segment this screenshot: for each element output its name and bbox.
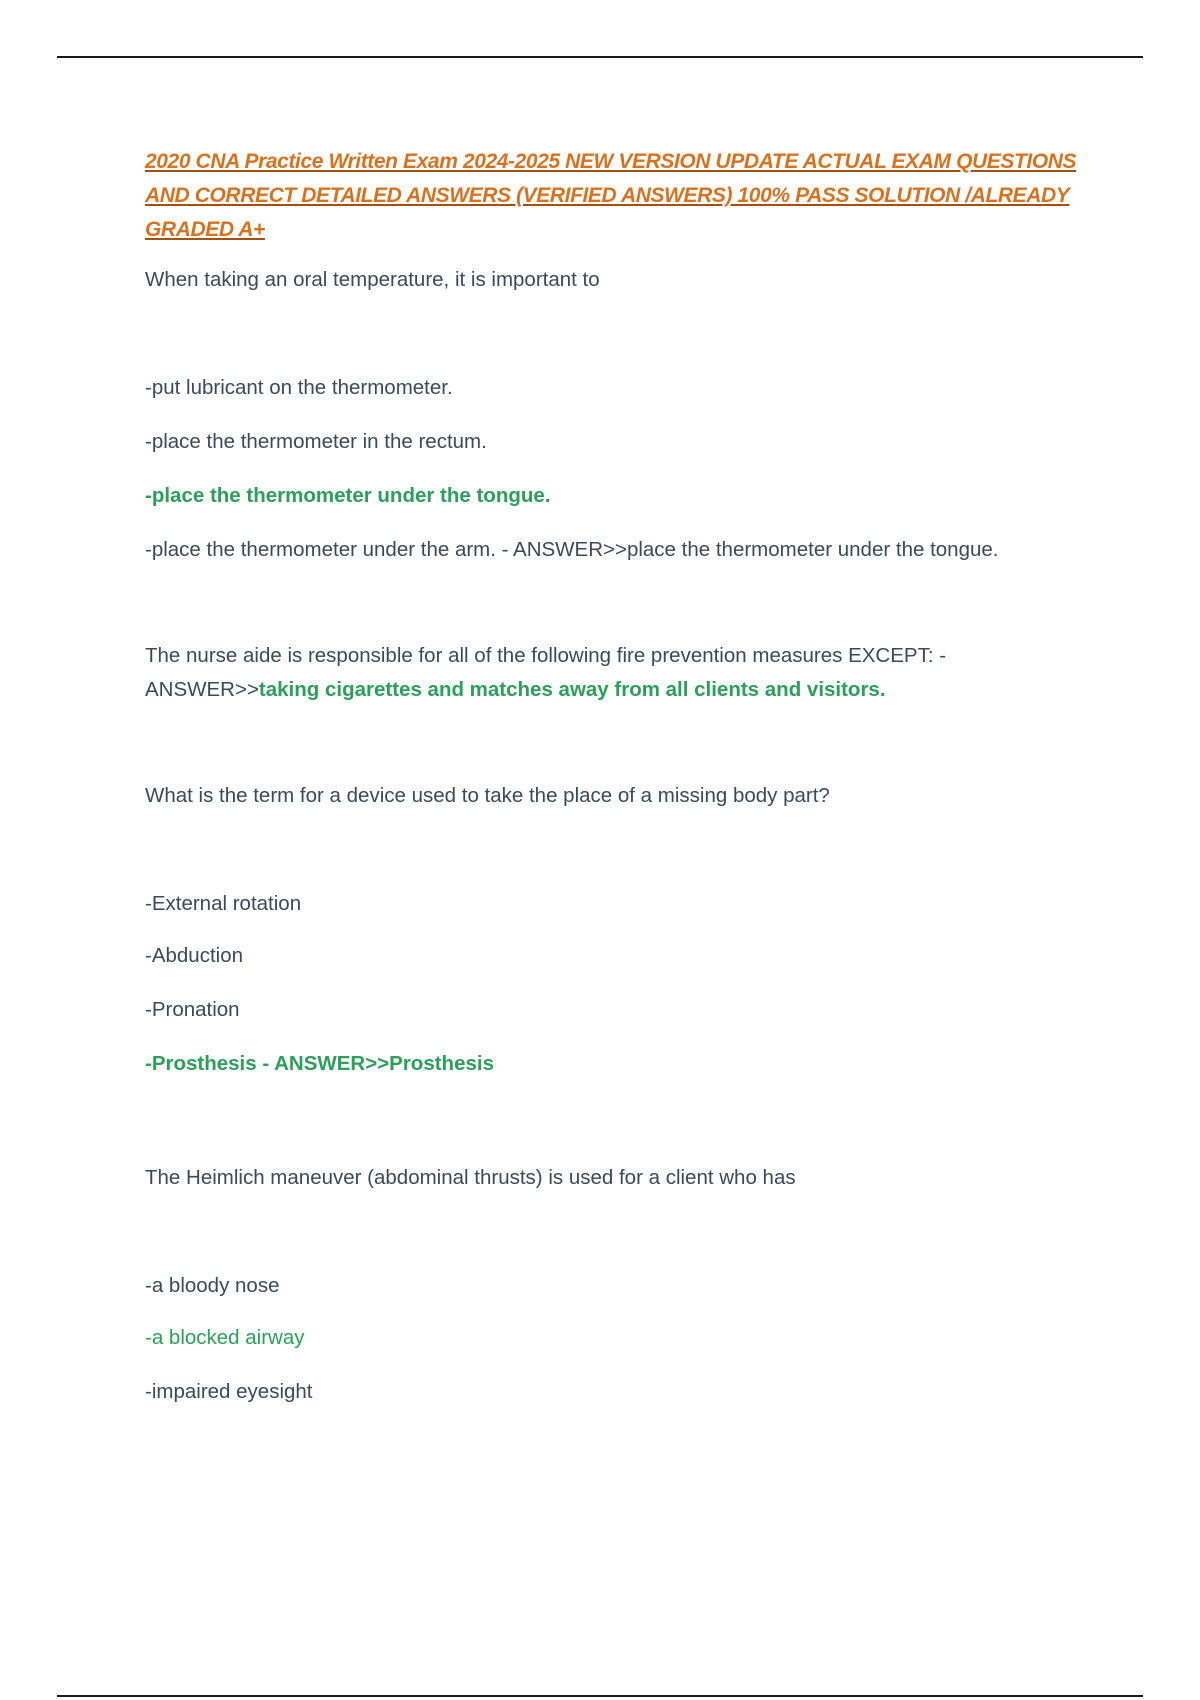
correct-option: -Prosthesis - ANSWER>>Prosthesis <box>145 1052 494 1075</box>
answer-line <box>145 673 1105 707</box>
correct-answer: taking cigarettes and matches away from all clients and visitors. <box>258 678 886 701</box>
option: -impaired eyesight <box>145 1380 313 1403</box>
question-block-3 <box>145 779 1105 1081</box>
question-block-1 <box>145 263 1105 567</box>
header-rule <box>57 56 1143 58</box>
correct-option: -a blocked airway <box>145 1326 305 1349</box>
document-title: 2020 CNA Practice Written Exam 2024-2025 NEW VERSION UPDATE ACTUAL EXAM QUESTIONS AND CORRECT DETAILED ANSWERS (VERIFIED ANSWERS) 100% PASS SOLUTION /ALREADY GRADED A+ <box>145 150 1077 241</box>
option: -External rotation <box>145 892 302 915</box>
option: -Abduction <box>145 944 244 967</box>
footer-rule <box>57 1695 1143 1697</box>
option: -a bloody nose <box>145 1274 280 1297</box>
question-block-4 <box>145 1161 1105 1409</box>
document-body <box>145 145 1105 1409</box>
question-block-2 <box>145 639 1105 707</box>
question-text: What is the term for a device used to take the place of a missing body part? <box>145 784 830 807</box>
option: -put lubricant on the thermometer. <box>145 376 453 399</box>
option: -place the thermometer under the arm. - ANSWER>>place the thermometer under the tongue. <box>145 538 999 561</box>
answer-prefix: ANSWER>> <box>145 678 259 701</box>
question-text: When taking an oral temperature, it is important to <box>145 268 600 291</box>
question-text: The Heimlich maneuver (abdominal thrusts) is used for a client who has <box>145 1166 796 1189</box>
question-text: The nurse aide is responsible for all of the following fire prevention measures EXCEPT: - <box>145 644 947 667</box>
correct-option: -place the thermometer under the tongue. <box>145 484 551 507</box>
option: -place the thermometer in the rectum. <box>145 430 487 453</box>
option: -Pronation <box>145 998 240 1021</box>
